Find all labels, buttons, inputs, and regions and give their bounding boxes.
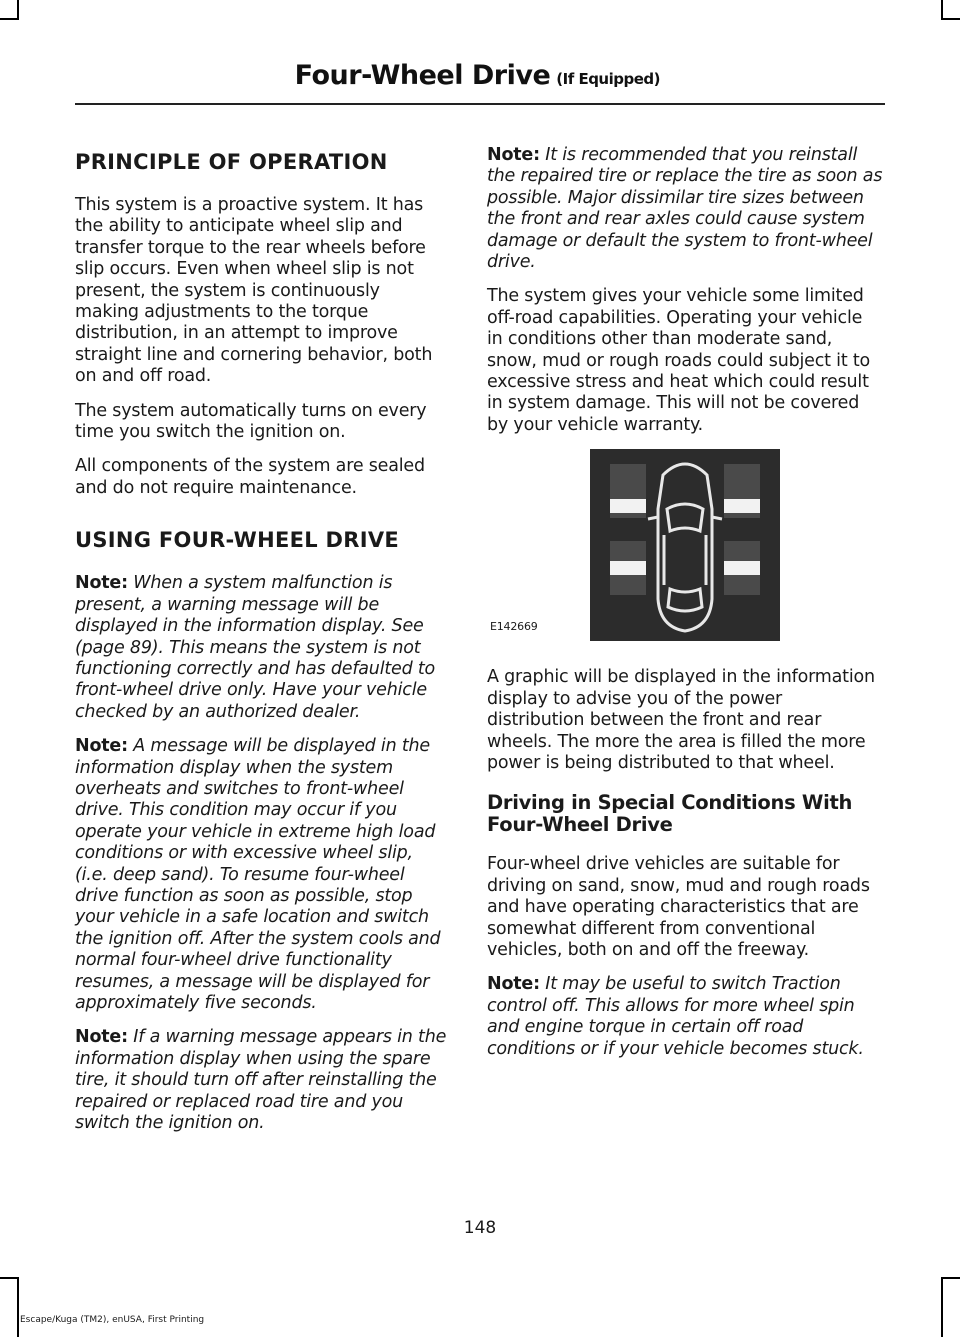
note-text: A message will be displayed in the information display when the system overheats and switches to front-wheel drive. This condition may occur if you operate your vehicle in extreme high load conditions or with excessive wheel slip, (i.e. deep sand). To resume four-wheel drive function as soon as possible, stop your vehicle in a safe location and switch the ignition off. After the system cools and normal four-wheel drive functionality resumes, a message will be displayed for approximately five seconds. [75, 736, 441, 1013]
section-heading-principle: PRINCIPLE OF OPERATION [75, 150, 388, 174]
note-text: When a system malfunction is present, a warning message will be displayed in the information display. See (page 89). This means the system is not functioning correctly and has defaulted to front-wheel drive only. Have your vehicle checked by an authorized dealer. [75, 573, 436, 722]
display-graphic [590, 449, 780, 641]
footer-text: Escape/Kuga (TM2), enUSA, First Printing [20, 1315, 205, 1325]
note-text: If a warning message appears in the information display when using the spare tire, it should turn off after reinstalling the repaired or replaced road tire and you switch the ignition on. [75, 1027, 447, 1134]
note [75, 736, 447, 1014]
crop-mark [941, 1277, 943, 1337]
crop-mark [0, 18, 19, 20]
header-title-text: Four-Wheel Drive [294, 60, 551, 91]
paragraph: This system is a proactive system. It has the ability to anticipate wheel slip and transfer torque to the rear wheels before slip occurs. Even when wheel slip is not present, the system is continuously making adjustments to the torque distribution, in an attempt to improve straight line and cornering behavior, both on and off road. [75, 195, 433, 387]
paragraph: The system automatically turns on every time you switch the ignition on. [75, 400, 427, 443]
rear-left-wheel-indicator [610, 541, 646, 595]
front-left-wheel-indicator [610, 464, 646, 518]
note-text: It is recommended that you reinstall the repaired tire or replace the tire as soon as possible. Major dissimilar tire sizes between the front and rear axles could cause system damage or default the system to front-wheel drive. [487, 145, 883, 273]
power-distribution-figure [487, 449, 883, 659]
note-label: Note: [75, 1027, 128, 1048]
section-heading-using: USING FOUR-WHEEL DRIVE [75, 528, 400, 553]
right-column [487, 145, 883, 1073]
note-label: Note: [75, 573, 128, 594]
crop-mark [17, 1277, 19, 1337]
note [487, 145, 883, 273]
paragraph: All components of the system are sealed and do not require maintenance. [75, 456, 425, 498]
paragraph: A graphic will be displayed in the information display to advise you of the power distribution between the front and rear wheels. The more the area is filled the more power is being distributed to that wheel. [487, 667, 875, 773]
note [75, 1027, 447, 1134]
crop-mark [941, 0, 943, 20]
header-title-suffix: (If Equipped) [556, 70, 660, 88]
note [75, 573, 447, 723]
car-top-view-icon [590, 449, 780, 641]
rear-right-wheel-indicator [724, 541, 760, 595]
page-header-title [295, 60, 660, 91]
paragraph: Four-wheel drive vehicles are suitable for driving on sand, snow, mud and rough roads and have operating characteristics that are somewhat different from conventional vehicles, both on and off the freeway. [487, 854, 870, 960]
crop-mark [941, 18, 960, 20]
crop-mark [0, 1277, 19, 1279]
subsection-heading: Driving in Special Conditions With Four-Wheel Drive [487, 791, 853, 837]
crop-mark [17, 0, 19, 20]
note [487, 974, 883, 1060]
crop-mark [941, 1277, 960, 1279]
page-number: 148 [463, 1218, 497, 1238]
note-label: Note: [487, 145, 540, 165]
note-text: It may be useful to switch Traction control off. This allows for more wheel spin and engine torque in certain off road conditions or if your vehicle becomes stuck. [487, 974, 864, 1059]
note-label: Note: [75, 736, 128, 757]
left-column [75, 145, 447, 1147]
header-rule [75, 103, 885, 105]
figure-id: E142669 [490, 619, 538, 633]
note-label: Note: [487, 974, 540, 995]
paragraph: The system gives your vehicle some limited off-road capabilities. Operating your vehicle in conditions other than moderate sand, snow, mud or rough roads could subject it to excessive stress and heat which could result in system damage. This will not be covered by your vehicle warranty. [487, 286, 871, 435]
front-right-wheel-indicator [724, 464, 760, 518]
